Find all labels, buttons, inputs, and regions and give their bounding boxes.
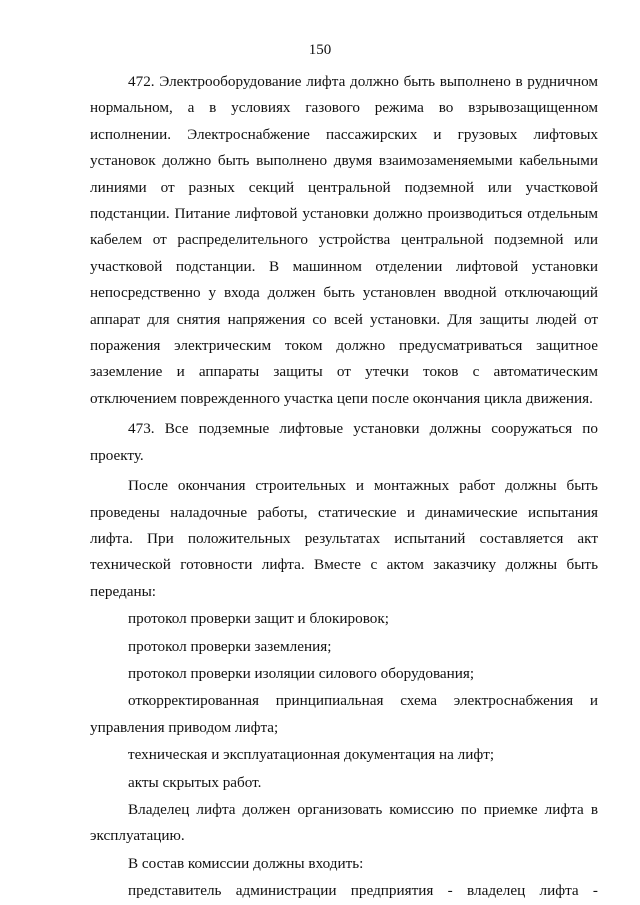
list-item: протокол проверки защит и блокировок; (128, 610, 389, 628)
list-item: протокол проверки изоляции силового оборудования; (128, 664, 475, 682)
paragraph-commission: Владелец лифта должен организовать комиссию по приемке лифта в эксплуатацию. (90, 800, 598, 845)
list-item: протокол проверки заземления; (128, 637, 332, 655)
paragraph-472: 472. Электрооборудование лифта должно быть выполнено в рудничном нормальном, а в условиях газового режима во взрывозащищенном исполнении. Электроснабжение пассажирских и грузовых лифтовых установок должно быть выполнено двумя взаимозаменяемыми кабельными линиями от разных секций центральной подземной или участковой подстанции. Питание лифтовой установки должно производиться отдельным кабелем от распределительного устройства центральной подземной или участковой подстанции. В машинном отделении лифтовой установки непосредственно у входа должен быть установлен вводной отключающий аппарат для снятия напряжения со всей установки. Для защиты людей от поражения электрическим током должно предусматриваться защитное заземление и аппараты защиты от утечки токов с автоматическим отключением поврежденного участка цепи после окончания цикла движения. (90, 73, 598, 407)
paragraph-commission-members: В состав комиссии должны входить: (128, 854, 364, 872)
list-item: техническая и эксплуатационная документация на лифт; (128, 746, 495, 764)
paragraph-473: 473. Все подземные лифтовые установки должны сооружаться по проекту. (90, 420, 598, 464)
list-item: откорректированная принципиальная схема электроснабжения и управления приводом лифта; (90, 692, 598, 736)
page-number: 150 (308, 42, 332, 58)
paragraph-acceptance-intro: После окончания строительных и монтажных работ должны быть проведены наладочные работы, статические и динамические испытания лифта. При положительных результатах испытаний составляется акт технической готовности лифта. Вместе с актом заказчику должны быть переданы: (90, 477, 598, 600)
list-item: представитель администрации предприятия - владелец лифта - (128, 882, 598, 900)
list-item: акты скрытых работ. (128, 773, 262, 791)
document-body (90, 69, 598, 905)
